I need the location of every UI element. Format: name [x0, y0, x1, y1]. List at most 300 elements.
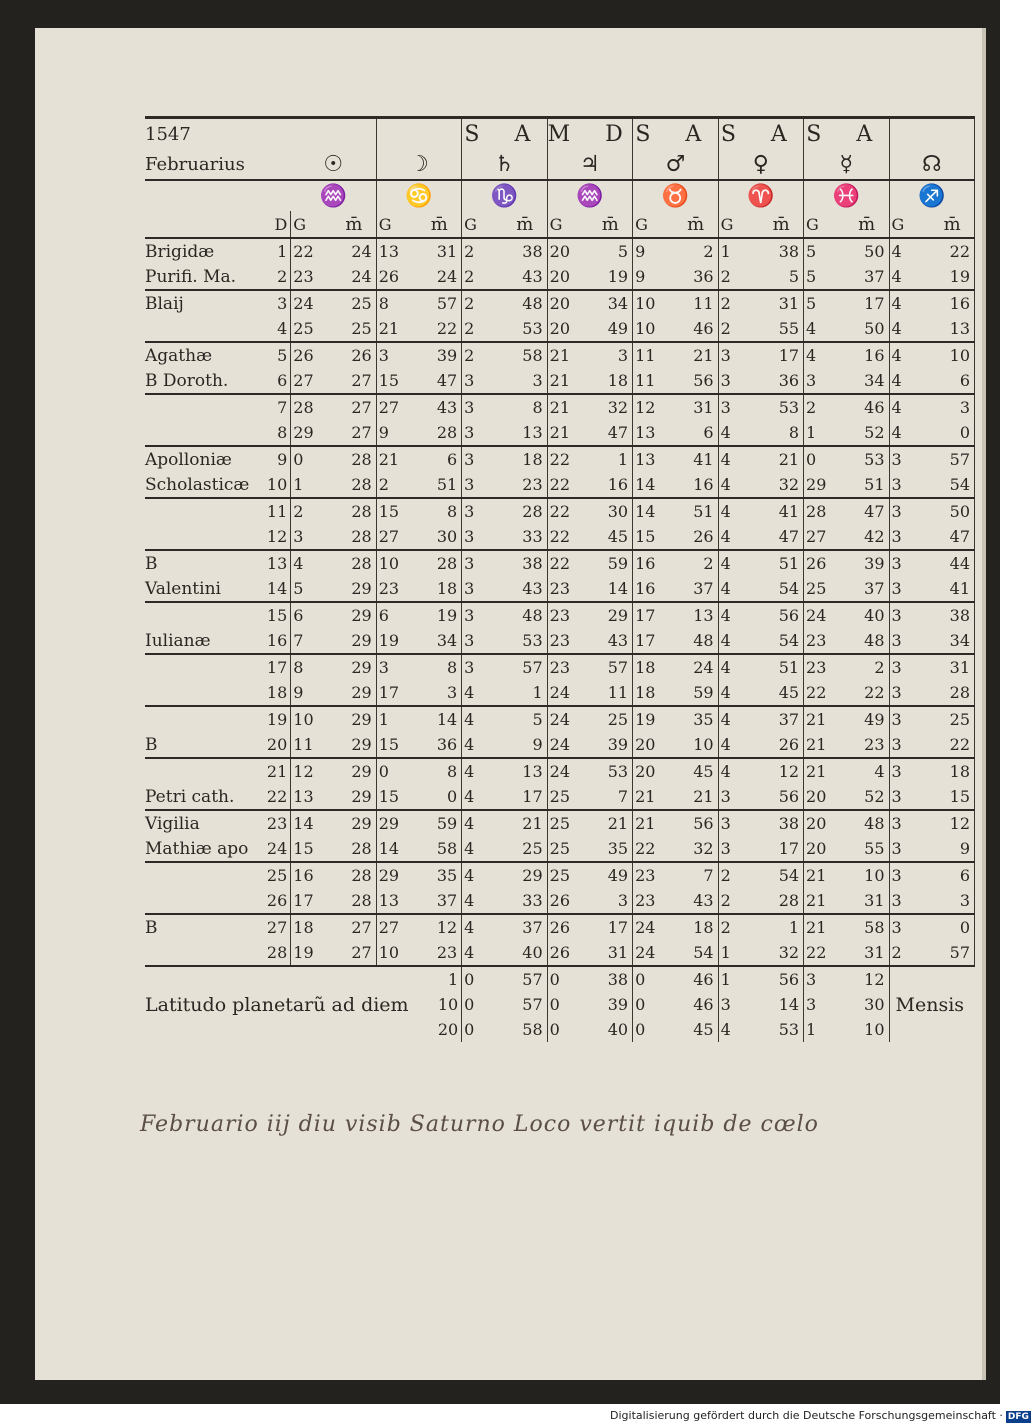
degree-cell: 1 [720, 943, 731, 962]
degree-cell: 25 [549, 787, 570, 806]
minute-cell: 35 [588, 836, 632, 862]
degree-cell: 23 [378, 579, 400, 598]
header-row-units [145, 211, 975, 238]
minute-cell: 39 [417, 342, 461, 368]
degree-cell: 4 [464, 683, 475, 702]
table-row [145, 836, 975, 862]
minute-cell: 8 [759, 420, 803, 446]
day-number: 13 [246, 550, 291, 576]
degree-cell: 22 [549, 527, 570, 546]
degree-cell: 21 [806, 735, 827, 754]
degree-header: G [378, 214, 392, 234]
degree-cell: 1 [806, 423, 817, 442]
minute-cell: 56 [674, 368, 718, 394]
sa-label: M D [547, 118, 632, 150]
degree-cell: 0 [291, 446, 332, 472]
minute-cell: 53 [503, 628, 547, 654]
minute-cell: 33 [503, 888, 547, 914]
degree-cell: 16 [635, 579, 656, 598]
degree-cell: 10 [291, 706, 332, 732]
table-row [145, 238, 975, 264]
degree-cell: 26 [547, 914, 588, 940]
degree-cell: 4 [464, 943, 475, 962]
latitude-degree: 3 [720, 995, 731, 1014]
minute-cell: 1 [588, 446, 632, 472]
minute-cell: 28 [332, 472, 376, 498]
latitude-day: 20 [417, 1017, 461, 1042]
feast-name: Vigilia [145, 810, 246, 836]
degree-cell: 15 [376, 498, 417, 524]
minute-cell: 30 [588, 498, 632, 524]
minute-cell: 57 [417, 290, 461, 316]
minute-cell: 34 [845, 368, 889, 394]
minute-cell: 1 [759, 914, 803, 940]
minute-cell: 16 [588, 472, 632, 498]
degree-cell: 17 [635, 631, 656, 650]
degree-cell: 21 [635, 787, 656, 806]
table-row [145, 758, 975, 784]
degree-cell: 4 [891, 267, 902, 286]
minute-cell: 27 [332, 394, 376, 420]
degree-cell: 16 [633, 550, 674, 576]
degree-cell: 15 [378, 787, 400, 806]
minute-cell: 32 [759, 940, 803, 966]
degree-cell: 11 [633, 342, 674, 368]
minute-cell: 28 [417, 550, 461, 576]
degree-cell: 4 [889, 342, 930, 368]
latitude-minute: 14 [759, 992, 803, 1017]
degree-cell: 3 [891, 527, 902, 546]
minute-header: m̄ [845, 211, 889, 238]
latitude-minute: 57 [503, 966, 547, 992]
saturn-symbol: ♄ [462, 149, 547, 180]
minute-cell: 59 [588, 550, 632, 576]
minute-cell: 59 [417, 810, 461, 836]
latitude-minute: 46 [674, 992, 718, 1017]
degree-cell: 3 [891, 735, 902, 754]
degree-cell: 3 [891, 787, 902, 806]
table-row [145, 914, 975, 940]
minute-cell: 25 [332, 290, 376, 316]
degree-cell: 20 [806, 839, 827, 858]
minute-cell: 43 [503, 576, 547, 602]
day-number: 19 [246, 706, 291, 732]
degree-cell: 4 [806, 319, 817, 338]
sa-label: S A [633, 118, 718, 150]
feast-name: Scholasticæ [145, 474, 250, 495]
minute-cell: 45 [759, 680, 803, 706]
degree-cell: 19 [633, 706, 674, 732]
minute-cell: 0 [930, 914, 974, 940]
latitude-minute: 57 [503, 992, 547, 1017]
minute-cell: 46 [674, 316, 718, 342]
degree-cell: 10 [376, 550, 417, 576]
minute-header: m̄ [417, 211, 461, 238]
day-number: 5 [246, 342, 291, 368]
degree-cell: 3 [889, 446, 930, 472]
minute-cell: 2 [845, 654, 889, 680]
minute-cell: 18 [930, 758, 974, 784]
degree-cell: 24 [635, 943, 656, 962]
minute-cell: 10 [845, 862, 889, 888]
minute-cell: 55 [759, 316, 803, 342]
moon-symbol: ☽ [376, 149, 461, 180]
degree-cell: 4 [462, 706, 503, 732]
minute-cell: 8 [503, 394, 547, 420]
degree-cell: 3 [720, 787, 731, 806]
minute-cell: 36 [417, 732, 461, 758]
zodiac-sign-symbol: ♐ [889, 180, 974, 211]
degree-cell: 4 [891, 319, 902, 338]
degree-cell: 1 [293, 475, 304, 494]
minute-cell: 19 [588, 264, 632, 290]
degree-cell: 3 [889, 602, 930, 628]
minute-cell: 38 [759, 238, 803, 264]
degree-cell: 27 [293, 371, 314, 390]
minute-cell: 1 [503, 680, 547, 706]
latitude-minute: 46 [674, 966, 718, 992]
minute-cell: 22 [417, 316, 461, 342]
latitude-day: 1 [417, 966, 461, 992]
degree-cell: 3 [889, 550, 930, 576]
minute-header: m̄ [759, 211, 803, 238]
blank [291, 118, 376, 150]
minute-cell: 14 [588, 576, 632, 602]
minute-cell: 6 [417, 446, 461, 472]
day-header: D [145, 211, 291, 238]
degree-cell: 4 [891, 423, 902, 442]
degree-cell: 26 [549, 891, 570, 910]
degree-cell: 4 [720, 683, 731, 702]
degree-cell: 21 [547, 394, 588, 420]
degree-cell: 4 [718, 654, 759, 680]
minute-cell: 11 [674, 290, 718, 316]
degree-cell: 29 [806, 475, 827, 494]
degree-cell: 4 [718, 706, 759, 732]
feast-name [145, 498, 246, 524]
minute-cell: 6 [930, 862, 974, 888]
minute-cell: 18 [674, 914, 718, 940]
minute-cell: 16 [674, 472, 718, 498]
table-row [145, 420, 975, 446]
degree-cell: 3 [462, 394, 503, 420]
day-number: 14 [246, 576, 291, 602]
header-row-signs [145, 180, 975, 211]
minute-cell: 21 [588, 810, 632, 836]
minute-cell: 8 [417, 654, 461, 680]
latitude-minute: 38 [588, 966, 632, 992]
table-row [145, 446, 975, 472]
degree-header: G [293, 214, 307, 234]
minute-cell: 25 [588, 706, 632, 732]
degree-cell: 24 [549, 735, 570, 754]
table-row [145, 342, 975, 368]
latitude-degree: 0 [547, 966, 588, 992]
degree-cell: 4 [889, 238, 930, 264]
table-row [145, 550, 975, 576]
latitude-minute: 45 [674, 1017, 718, 1042]
degree-cell: 26 [804, 550, 845, 576]
degree-cell: 4 [718, 758, 759, 784]
degree-cell: 29 [293, 423, 314, 442]
minute-cell: 28 [332, 836, 376, 862]
blank [145, 180, 291, 211]
zodiac-sign-symbol: ♓ [804, 180, 889, 211]
minute-cell: 22 [930, 732, 974, 758]
minute-cell: 53 [503, 316, 547, 342]
minute-cell: 29 [332, 732, 376, 758]
ephemeris-body [145, 118, 975, 1043]
degree-cell: 3 [806, 371, 817, 390]
latitude-minute: 39 [588, 992, 632, 1017]
degree-cell: 24 [633, 914, 674, 940]
degree-cell: 15 [378, 371, 400, 390]
minute-cell: 23 [503, 472, 547, 498]
latitude-day: 10 [417, 992, 461, 1017]
feast-name: Petri cath. [145, 786, 235, 807]
degree-cell: 29 [376, 862, 417, 888]
latitude-degree: 0 [462, 966, 503, 992]
minute-cell: 21 [759, 446, 803, 472]
minute-cell: 25 [332, 316, 376, 342]
degree-cell: 26 [378, 267, 400, 286]
minute-cell: 38 [503, 550, 547, 576]
degree-cell: 26 [291, 342, 332, 368]
degree-cell: 22 [547, 498, 588, 524]
day-number: 27 [246, 914, 291, 940]
minute-cell: 29 [588, 602, 632, 628]
table-row [145, 784, 975, 810]
degree-cell: 4 [889, 394, 930, 420]
zodiac-sign-symbol: ♒ [291, 180, 376, 211]
minute-cell: 2 [674, 238, 718, 264]
minute-cell: 26 [674, 524, 718, 550]
minute-cell: 47 [588, 420, 632, 446]
minute-cell: 29 [503, 862, 547, 888]
minute-cell: 27 [332, 940, 376, 966]
degree-cell: 4 [720, 579, 731, 598]
minute-cell: 48 [845, 628, 889, 654]
latitude-minute: 56 [759, 966, 803, 992]
minute-cell: 31 [588, 940, 632, 966]
degree-cell: 22 [806, 683, 827, 702]
degree-cell: 23 [547, 654, 588, 680]
minute-cell: 28 [332, 498, 376, 524]
degree-cell: 2 [720, 319, 731, 338]
degree-cell: 3 [889, 914, 930, 940]
minute-cell: 8 [417, 498, 461, 524]
degree-cell: 3 [462, 446, 503, 472]
minute-cell: 37 [759, 706, 803, 732]
minute-cell: 16 [930, 290, 974, 316]
degree-cell: 4 [464, 839, 475, 858]
minute-cell: 24 [332, 238, 376, 264]
degree-cell: 23 [806, 631, 827, 650]
degree-cell: 17 [293, 891, 314, 910]
minute-cell: 28 [930, 680, 974, 706]
minute-cell: 27 [332, 420, 376, 446]
minute-cell: 24 [417, 264, 461, 290]
minute-cell: 37 [417, 888, 461, 914]
minute-cell: 21 [674, 784, 718, 810]
degree-cell: 20 [549, 267, 570, 286]
minute-cell: 6 [674, 420, 718, 446]
minute-cell: 29 [332, 628, 376, 654]
minute-cell: 31 [930, 654, 974, 680]
minute-cell: 4 [845, 758, 889, 784]
venus-symbol: ♀ [718, 149, 803, 180]
degree-cell: 25 [806, 579, 827, 598]
minute-cell: 57 [503, 654, 547, 680]
minute-cell: 9 [503, 732, 547, 758]
ephemeris-table [145, 116, 975, 1042]
degree-cell: 12 [633, 394, 674, 420]
minute-cell: 54 [759, 628, 803, 654]
minute-cell: 52 [845, 420, 889, 446]
feast-name [145, 706, 246, 732]
degree-cell: 13 [376, 238, 417, 264]
feast-name: B [145, 550, 246, 576]
minute-cell: 24 [674, 654, 718, 680]
minute-cell: 7 [674, 862, 718, 888]
degree-cell: 29 [376, 810, 417, 836]
minute-cell: 11 [588, 680, 632, 706]
degree-cell: 3 [891, 683, 902, 702]
degree-cell: 15 [293, 839, 314, 858]
degree-cell: 3 [891, 839, 902, 858]
degree-cell: 9 [633, 238, 674, 264]
minute-header: m̄ [930, 211, 974, 238]
minute-cell: 22 [930, 238, 974, 264]
latitude-degree: 0 [464, 1020, 475, 1039]
degree-cell: 1 [718, 238, 759, 264]
table-row [145, 472, 975, 498]
minute-cell: 55 [845, 836, 889, 862]
zodiac-sign-symbol: ♒ [547, 180, 632, 211]
feast-name [145, 524, 246, 550]
minute-cell: 17 [588, 914, 632, 940]
day-number: 1 [246, 238, 291, 264]
degree-cell: 2 [804, 394, 845, 420]
minute-cell: 29 [332, 680, 376, 706]
degree-cell: 4 [718, 602, 759, 628]
feast-name: Valentini [145, 578, 221, 599]
table-row [145, 810, 975, 836]
degree-cell: 20 [635, 735, 656, 754]
degree-cell: 21 [804, 706, 845, 732]
minute-cell: 41 [759, 498, 803, 524]
minute-cell: 51 [674, 498, 718, 524]
minute-cell: 48 [503, 290, 547, 316]
latitude-degree: 1 [718, 966, 759, 992]
day-number: 3 [246, 290, 291, 316]
degree-cell: 4 [720, 475, 731, 494]
degree-cell: 24 [547, 758, 588, 784]
minute-cell: 28 [332, 862, 376, 888]
minute-cell: 29 [332, 810, 376, 836]
day-number: 24 [246, 836, 291, 862]
node-symbol: ☊ [889, 149, 974, 180]
degree-cell: 13 [633, 446, 674, 472]
minute-cell: 43 [417, 394, 461, 420]
degree-cell: 4 [462, 758, 503, 784]
degree-cell: 14 [291, 810, 332, 836]
degree-cell: 3 [891, 891, 902, 910]
degree-cell: 27 [378, 527, 400, 546]
minute-cell: 10 [674, 732, 718, 758]
degree-cell: 2 [464, 267, 475, 286]
degree-cell: 3 [464, 423, 475, 442]
degree-cell: 2 [378, 475, 389, 494]
minute-cell: 29 [332, 784, 376, 810]
minute-cell: 37 [845, 576, 889, 602]
degree-cell: 21 [804, 862, 845, 888]
degree-cell: 13 [293, 787, 314, 806]
degree-cell: 0 [376, 758, 417, 784]
minute-cell: 57 [930, 940, 974, 966]
latitude-minute: 58 [503, 1017, 547, 1042]
degree-header: G [635, 214, 648, 234]
minute-cell: 19 [930, 264, 974, 290]
degree-cell: 5 [804, 290, 845, 316]
degree-cell: 20 [806, 787, 827, 806]
degree-cell: 15 [635, 527, 656, 546]
day-number: 23 [246, 810, 291, 836]
degree-cell: 3 [889, 498, 930, 524]
degree-cell: 16 [291, 862, 332, 888]
feast-name [145, 940, 246, 966]
minute-cell: 37 [674, 576, 718, 602]
degree-cell: 3 [376, 654, 417, 680]
day-number: 22 [246, 784, 291, 810]
degree-cell: 5 [804, 238, 845, 264]
feast-name [145, 420, 246, 446]
day-number: 25 [246, 862, 291, 888]
degree-cell: 4 [462, 862, 503, 888]
blank [889, 118, 974, 150]
minute-cell: 28 [759, 888, 803, 914]
degree-cell: 21 [804, 914, 845, 940]
degree-cell: 3 [718, 394, 759, 420]
degree-cell: 25 [293, 319, 314, 338]
degree-cell: 21 [633, 810, 674, 836]
degree-cell: 14 [378, 839, 400, 858]
degree-header: G [549, 214, 563, 234]
minute-cell: 5 [759, 264, 803, 290]
zodiac-sign-symbol: ♋ [376, 180, 461, 211]
degree-cell: 5 [806, 267, 817, 286]
degree-cell: 11 [293, 735, 314, 754]
handwritten-note: Februario iij diu visib Saturno Loco vertit iquib de cœlo [140, 1112, 819, 1137]
feast-name [145, 680, 246, 706]
table-row [145, 316, 975, 342]
minute-cell: 27 [332, 914, 376, 940]
degree-cell: 0 [804, 446, 845, 472]
day-number: 9 [246, 446, 291, 472]
minute-cell: 47 [845, 498, 889, 524]
minute-cell: 8 [417, 758, 461, 784]
minute-cell: 34 [417, 628, 461, 654]
day-number: 7 [246, 394, 291, 420]
minute-cell: 17 [759, 342, 803, 368]
degree-cell: 2 [720, 267, 731, 286]
minute-cell: 29 [332, 758, 376, 784]
feast-name: Mathiæ apo [145, 838, 249, 859]
minute-cell: 3 [930, 394, 974, 420]
minute-cell: 44 [930, 550, 974, 576]
degree-cell: 18 [291, 914, 332, 940]
jupiter-symbol: ♃ [547, 149, 632, 180]
